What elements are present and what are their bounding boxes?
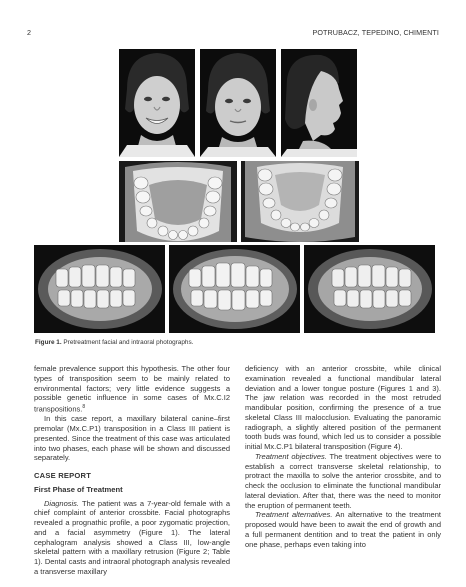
diagnosis-label: Diagnosis. bbox=[44, 498, 80, 508]
paragraph-treatment-alternatives bbox=[245, 510, 441, 549]
running-head: POTRUBACZ, TEPEDINO, CHIMENTI bbox=[312, 28, 439, 37]
figure-caption-text: Pretreatment facial and intraoral photographs. bbox=[63, 339, 194, 346]
objectives-label: Treatment objectives. bbox=[255, 451, 327, 461]
paragraph-treatment-objectives bbox=[245, 452, 441, 511]
page-number: 2 bbox=[27, 28, 32, 37]
intraoral-photo-frontal bbox=[169, 245, 300, 333]
left-text-column bbox=[34, 364, 230, 577]
facial-photo-frontal-smile bbox=[119, 49, 195, 157]
diagnosis-text: The patient was a 7-year-old female with a chief complaint of anterior crossbite. Facial photographs revealed a prognathic profile, a poor zygomatic projection, and a facial asymmetry (Figure 1). The lateral cephalogram analysis showed a Class III, low-angle skeletal pattern with a maxillary retrusion (Figure 2; Table 1). Dental casts and intraoral photograph analysis revealed a transverse maxillary bbox=[34, 498, 230, 576]
alternatives-text: An alternative to the treatment proposed would have been to await the end of growth and a full permanent dentition and to treat the patient in only one phase, perhaps even taking into bbox=[245, 510, 441, 549]
intraoral-photo-right-buccal bbox=[34, 245, 165, 333]
facial-photo-profile bbox=[281, 49, 357, 157]
section-heading-case-report: CASE REPORT bbox=[34, 471, 92, 480]
paragraph-diagnosis-continued: deficiency with an anterior crossbite, while clinical examination revealed a functional mandibular lateral deviation and a lower tongue posture (Figures 1 and 3). The jaw relation was recorded in the most retruded mandibular position, confirming the presence of a true skeletal Class III malocclusion. Evaluating the panoramic radiograph, a slightly altered position of the permanent tooth buds was found, which led us to consider a possible initial Mx.C.P1 bilateral transposition (Figure 4). bbox=[245, 364, 441, 451]
intraoral-photo-left-buccal bbox=[304, 245, 435, 333]
paragraph-case-summary: In this case report, a maxillary bilateral canine–first premolar (Mx.C.P1) transposition in a Class III patient is presented. Since the treatment of this case was articulated into two phases, each phase will be shown and discussed separately. bbox=[34, 414, 230, 463]
intraoral-photo-upper-occlusal bbox=[119, 161, 237, 242]
paragraph-intro bbox=[34, 364, 230, 414]
figure-label: Figure 1. bbox=[35, 339, 62, 346]
facial-photo-frontal-rest bbox=[200, 49, 276, 157]
alternatives-label: Treatment alternatives. bbox=[255, 510, 333, 520]
subsection-heading-first-phase: First Phase of Treatment bbox=[34, 484, 123, 494]
figure-caption bbox=[35, 339, 193, 346]
objectives-text: The treatment objectives were to establish a correct transverse skeletal relationship, to protract the maxilla to solve the anterior crossbite, and to check the occlusion to eliminate the functional mandibular lateral deviation. After that, there was the need to monitor the eruption of permanent teeth. bbox=[245, 451, 442, 510]
paragraph-intro-text: female prevalence support this hypothesis. The other four types of transposition seem to be mainly related to environmental factors; very little evidence suggests a possible genetic influence in some cases of Mx.C.I2 transpositions. bbox=[34, 364, 230, 414]
right-text-column bbox=[245, 364, 441, 549]
intraoral-photo-lower-occlusal bbox=[241, 161, 359, 242]
paragraph-diagnosis bbox=[34, 499, 230, 577]
citation-ref: 8 bbox=[82, 404, 86, 410]
